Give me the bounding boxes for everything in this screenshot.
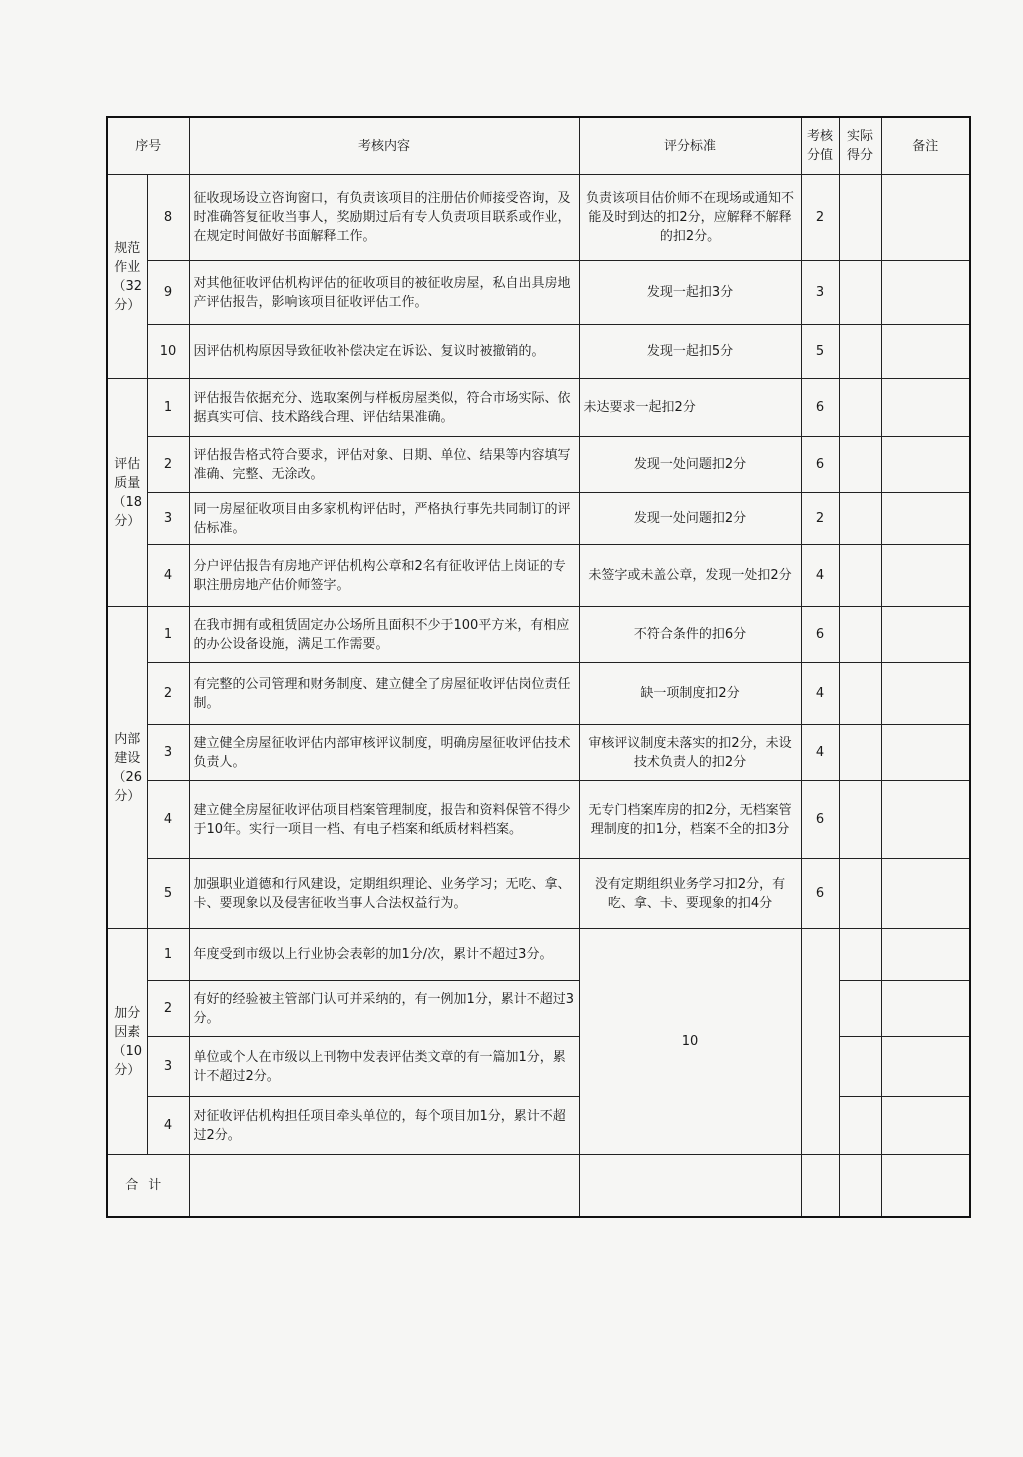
actual-score-cell[interactable] (839, 929, 881, 981)
empty-score-cell (801, 929, 839, 1155)
actual-score-cell[interactable] (839, 379, 881, 437)
table-row (107, 1037, 970, 1097)
actual-score-cell[interactable] (839, 437, 881, 493)
actual-score-cell[interactable] (839, 781, 881, 859)
header-seq: 序号 (107, 117, 189, 175)
table-row (107, 175, 970, 261)
item-number: 4 (147, 545, 189, 607)
item-standard: 没有定期组织业务学习扣2分，有吃、拿、卡、要现象的扣4分 (579, 859, 801, 929)
header-standard: 评分标准 (579, 117, 801, 175)
total-score-cell (801, 1155, 839, 1217)
item-standard: 发现一起扣5分 (579, 325, 801, 379)
item-standard: 负责该项目估价师不在现场或通知不能及时到达的扣2分，应解释不解释的扣2分。 (579, 175, 801, 261)
item-score: 4 (801, 545, 839, 607)
actual-score-cell[interactable] (839, 859, 881, 929)
item-content: 建立健全房屋征收评估项目档案管理制度，报告和资料保管不得少于10年。实行一项目一档、有电子档案和纸质材料档案。 (189, 781, 579, 859)
item-content: 加强职业道德和行风建设，定期组织理论、业务学习；无吃、拿、卡、要现象以及侵害征收当事人合法权益行为。 (189, 859, 579, 929)
remark-cell[interactable] (881, 981, 970, 1037)
item-number: 1 (147, 607, 189, 663)
item-score: 4 (801, 663, 839, 725)
actual-score-cell[interactable] (839, 725, 881, 781)
remark-cell[interactable] (881, 545, 970, 607)
actual-score-cell[interactable] (839, 1037, 881, 1097)
total-label: 合计 (107, 1155, 189, 1217)
remark-cell[interactable] (881, 929, 970, 981)
header-content: 考核内容 (189, 117, 579, 175)
item-number: 4 (147, 1097, 189, 1155)
item-score: 6 (801, 379, 839, 437)
item-content: 有完整的公司管理和财务制度、建立健全了房屋征收评估岗位责任制。 (189, 663, 579, 725)
total-row (107, 1155, 970, 1217)
item-standard: 发现一起扣3分 (579, 261, 801, 325)
remark-cell[interactable] (881, 437, 970, 493)
item-score: 6 (801, 781, 839, 859)
item-content: 分户评估报告有房地产评估机构公章和2名有征收评估上岗证的专职注册房地产估价师签字。 (189, 545, 579, 607)
item-number: 3 (147, 1037, 189, 1097)
item-number: 1 (147, 379, 189, 437)
item-number: 5 (147, 859, 189, 929)
item-content: 对征收评估机构担任项目牵头单位的，每个项目加1分，累计不超过2分。 (189, 1097, 579, 1155)
item-number: 2 (147, 981, 189, 1037)
total-content-cell (189, 1155, 579, 1217)
item-standard: 未签字或未盖公章，发现一处扣2分 (579, 545, 801, 607)
item-content: 因评估机构原因导致征收补偿决定在诉讼、复议时被撤销的。 (189, 325, 579, 379)
item-number: 10 (147, 325, 189, 379)
remark-cell[interactable] (881, 325, 970, 379)
item-score: 2 (801, 175, 839, 261)
header-actual: 实际得分 (839, 117, 881, 175)
table-row (107, 437, 970, 493)
item-score: 2 (801, 493, 839, 545)
item-content: 评估报告依据充分、选取案例与样板房屋类似，符合市场实际、依据真实可信、技术路线合理、评估结果准确。 (189, 379, 579, 437)
category-cell: 评估质量（18分） (107, 379, 147, 607)
actual-score-cell[interactable] (839, 663, 881, 725)
item-number: 2 (147, 663, 189, 725)
remark-cell[interactable] (881, 261, 970, 325)
item-score: 5 (801, 325, 839, 379)
table-row (107, 859, 970, 929)
item-score: 3 (801, 261, 839, 325)
item-content: 年度受到市级以上行业协会表彰的加1分/次，累计不超过3分。 (189, 929, 579, 981)
item-content: 征收现场设立咨询窗口，有负责该项目的注册估价师接受咨询，及时准确答复征收当事人，奖励期过后有专人负责项目联系或作业，在规定时间做好书面解释工作。 (189, 175, 579, 261)
item-content: 同一房屋征收项目由多家机构评估时，严格执行事先共同制订的评估标准。 (189, 493, 579, 545)
item-number: 1 (147, 929, 189, 981)
item-number: 8 (147, 175, 189, 261)
actual-score-cell[interactable] (839, 493, 881, 545)
category-cell: 规范作业（32分） (107, 175, 147, 379)
remark-cell[interactable] (881, 1037, 970, 1097)
total-actual-cell[interactable] (839, 1155, 881, 1217)
actual-score-cell[interactable] (839, 325, 881, 379)
item-standard: 审核评议制度未落实的扣2分，未设技术负责人的扣2分 (579, 725, 801, 781)
item-content: 在我市拥有或租赁固定办公场所且面积不少于100平方米，有相应的办公设备设施，满足工作需要。 (189, 607, 579, 663)
evaluation-table (106, 116, 971, 1218)
remark-cell[interactable] (881, 781, 970, 859)
remark-cell[interactable] (881, 725, 970, 781)
table-row (107, 493, 970, 545)
table-row (107, 981, 970, 1037)
table-row (107, 261, 970, 325)
actual-score-cell[interactable] (839, 175, 881, 261)
actual-score-cell[interactable] (839, 607, 881, 663)
item-content: 有好的经验被主管部门认可并采纳的，有一例加1分，累计不超过3分。 (189, 981, 579, 1037)
item-score: 4 (801, 725, 839, 781)
remark-cell[interactable] (881, 175, 970, 261)
item-standard: 无专门档案库房的扣2分，无档案管理制度的扣1分，档案不全的扣3分 (579, 781, 801, 859)
total-standard-cell (579, 1155, 801, 1217)
remark-cell[interactable] (881, 859, 970, 929)
category-cell: 内部建设（26分） (107, 607, 147, 929)
actual-score-cell[interactable] (839, 261, 881, 325)
item-standard: 发现一处问题扣2分 (579, 493, 801, 545)
remark-cell[interactable] (881, 493, 970, 545)
table-row (107, 929, 970, 981)
table-row (107, 781, 970, 859)
item-content: 单位或个人在市级以上刊物中发表评估类文章的有一篇加1分，累计不超过2分。 (189, 1037, 579, 1097)
total-remark-cell[interactable] (881, 1155, 970, 1217)
actual-score-cell[interactable] (839, 981, 881, 1037)
table-row (107, 607, 970, 663)
table-row (107, 325, 970, 379)
table-row (107, 663, 970, 725)
item-content: 建立健全房屋征收评估内部审核评议制度，明确房屋征收评估技术负责人。 (189, 725, 579, 781)
item-score: 6 (801, 859, 839, 929)
actual-score-cell[interactable] (839, 545, 881, 607)
item-score: 6 (801, 607, 839, 663)
remark-cell[interactable] (881, 663, 970, 725)
category-cell: 加分因素（10分） (107, 929, 147, 1155)
remark-cell[interactable] (881, 607, 970, 663)
item-number: 9 (147, 261, 189, 325)
item-standard: 发现一处问题扣2分 (579, 437, 801, 493)
item-number: 3 (147, 725, 189, 781)
item-number: 2 (147, 437, 189, 493)
header-score: 考核分值 (801, 117, 839, 175)
actual-score-cell[interactable] (839, 1097, 881, 1155)
table-row (107, 545, 970, 607)
item-content: 对其他征收评估机构评估的征收项目的被征收房屋，私自出具房地产评估报告，影响该项目征收评估工作。 (189, 261, 579, 325)
header-remark: 备注 (881, 117, 970, 175)
item-standard: 缺一项制度扣2分 (579, 663, 801, 725)
table-row (107, 725, 970, 781)
table-row (107, 379, 970, 437)
header-row (107, 117, 970, 175)
item-standard: 未达要求一起扣2分 (579, 379, 801, 437)
item-number: 4 (147, 781, 189, 859)
remark-cell[interactable] (881, 379, 970, 437)
item-standard: 不符合条件的扣6分 (579, 607, 801, 663)
item-score: 6 (801, 437, 839, 493)
shared-score-cell: 10 (579, 929, 801, 1155)
table-row (107, 1097, 970, 1155)
item-number: 3 (147, 493, 189, 545)
remark-cell[interactable] (881, 1097, 970, 1155)
item-content: 评估报告格式符合要求，评估对象、日期、单位、结果等内容填写准确、完整、无涂改。 (189, 437, 579, 493)
